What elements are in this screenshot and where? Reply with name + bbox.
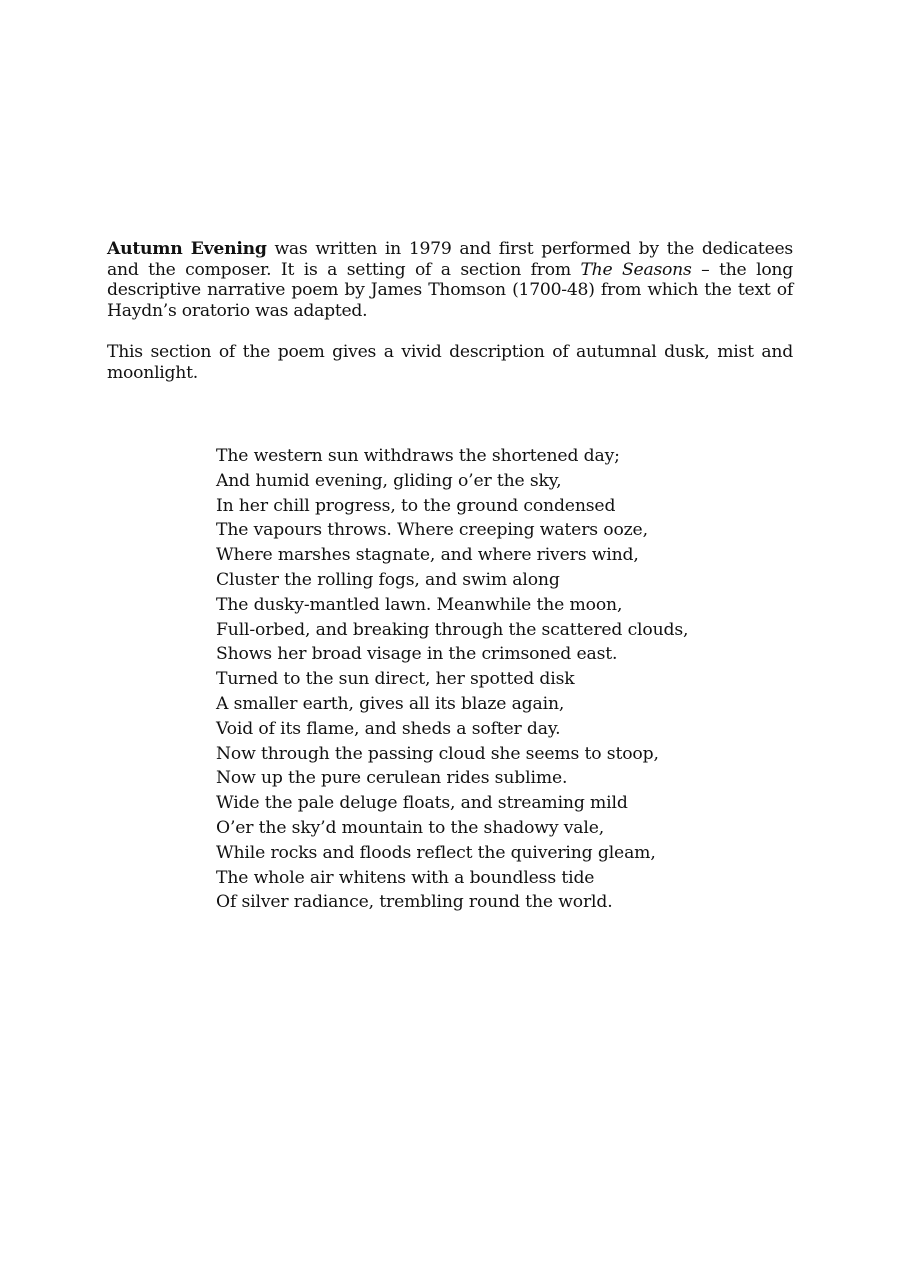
poem-line: Cluster the rolling fogs, and swim along <box>216 569 560 590</box>
intro-text-b: – the long descriptive narrative poem by James Thomson (1700-48) from which the text of Haydn’s oratorio was adapted. <box>107 259 793 321</box>
poem-line: Void of its flame, and sheds a softer day. <box>216 718 561 739</box>
intro-section <box>107 239 793 383</box>
intro-paragraph-2: This section of the poem gives a vivid description of autumnal dusk, mist and moonlight. <box>107 342 793 383</box>
poem-line: Of silver radiance, trembling round the world. <box>216 892 613 913</box>
poem-line: A smaller earth, gives all its blaze again, <box>216 693 565 714</box>
work-title: The Seasons <box>580 259 692 280</box>
poem <box>216 444 776 915</box>
poem-line: The vapours throws. Where creeping waters ooze, <box>216 520 648 541</box>
poem-line: Shows her broad visage in the crimsoned east. <box>216 644 618 665</box>
poem-line: Now up the pure cerulean rides sublime. <box>216 768 568 789</box>
poem-line: The whole air whitens with a boundless tide <box>216 867 595 888</box>
poem-line: Now through the passing cloud she seems to stoop, <box>216 743 659 764</box>
poem-line: The western sun withdraws the shortened day; <box>216 446 620 466</box>
poem-line: In her chill progress, to the ground condensed <box>216 495 616 516</box>
poem-line: O’er the sky’d mountain to the shadowy vale, <box>216 817 605 838</box>
intro-text-a: was written in 1979 and first performed by the dedicatees and the composer. It is a setting of a section from <box>107 239 793 280</box>
piece-title: Autumn Evening <box>107 239 267 259</box>
poem-line: Full-orbed, and breaking through the scattered clouds, <box>216 619 689 640</box>
poem-line: Wide the pale deluge floats, and streaming mild <box>216 793 628 814</box>
intro-paragraph-1 <box>107 239 793 321</box>
poem-line: Turned to the sun direct, her spotted disk <box>216 669 575 690</box>
poem-line: Where marshes stagnate, and where rivers wind, <box>216 545 639 566</box>
poem-line: The dusky-mantled lawn. Meanwhile the moon, <box>216 594 623 615</box>
poem-line: While rocks and floods reflect the quivering gleam, <box>216 842 656 863</box>
poem-line: And humid evening, gliding o’er the sky, <box>216 470 562 491</box>
